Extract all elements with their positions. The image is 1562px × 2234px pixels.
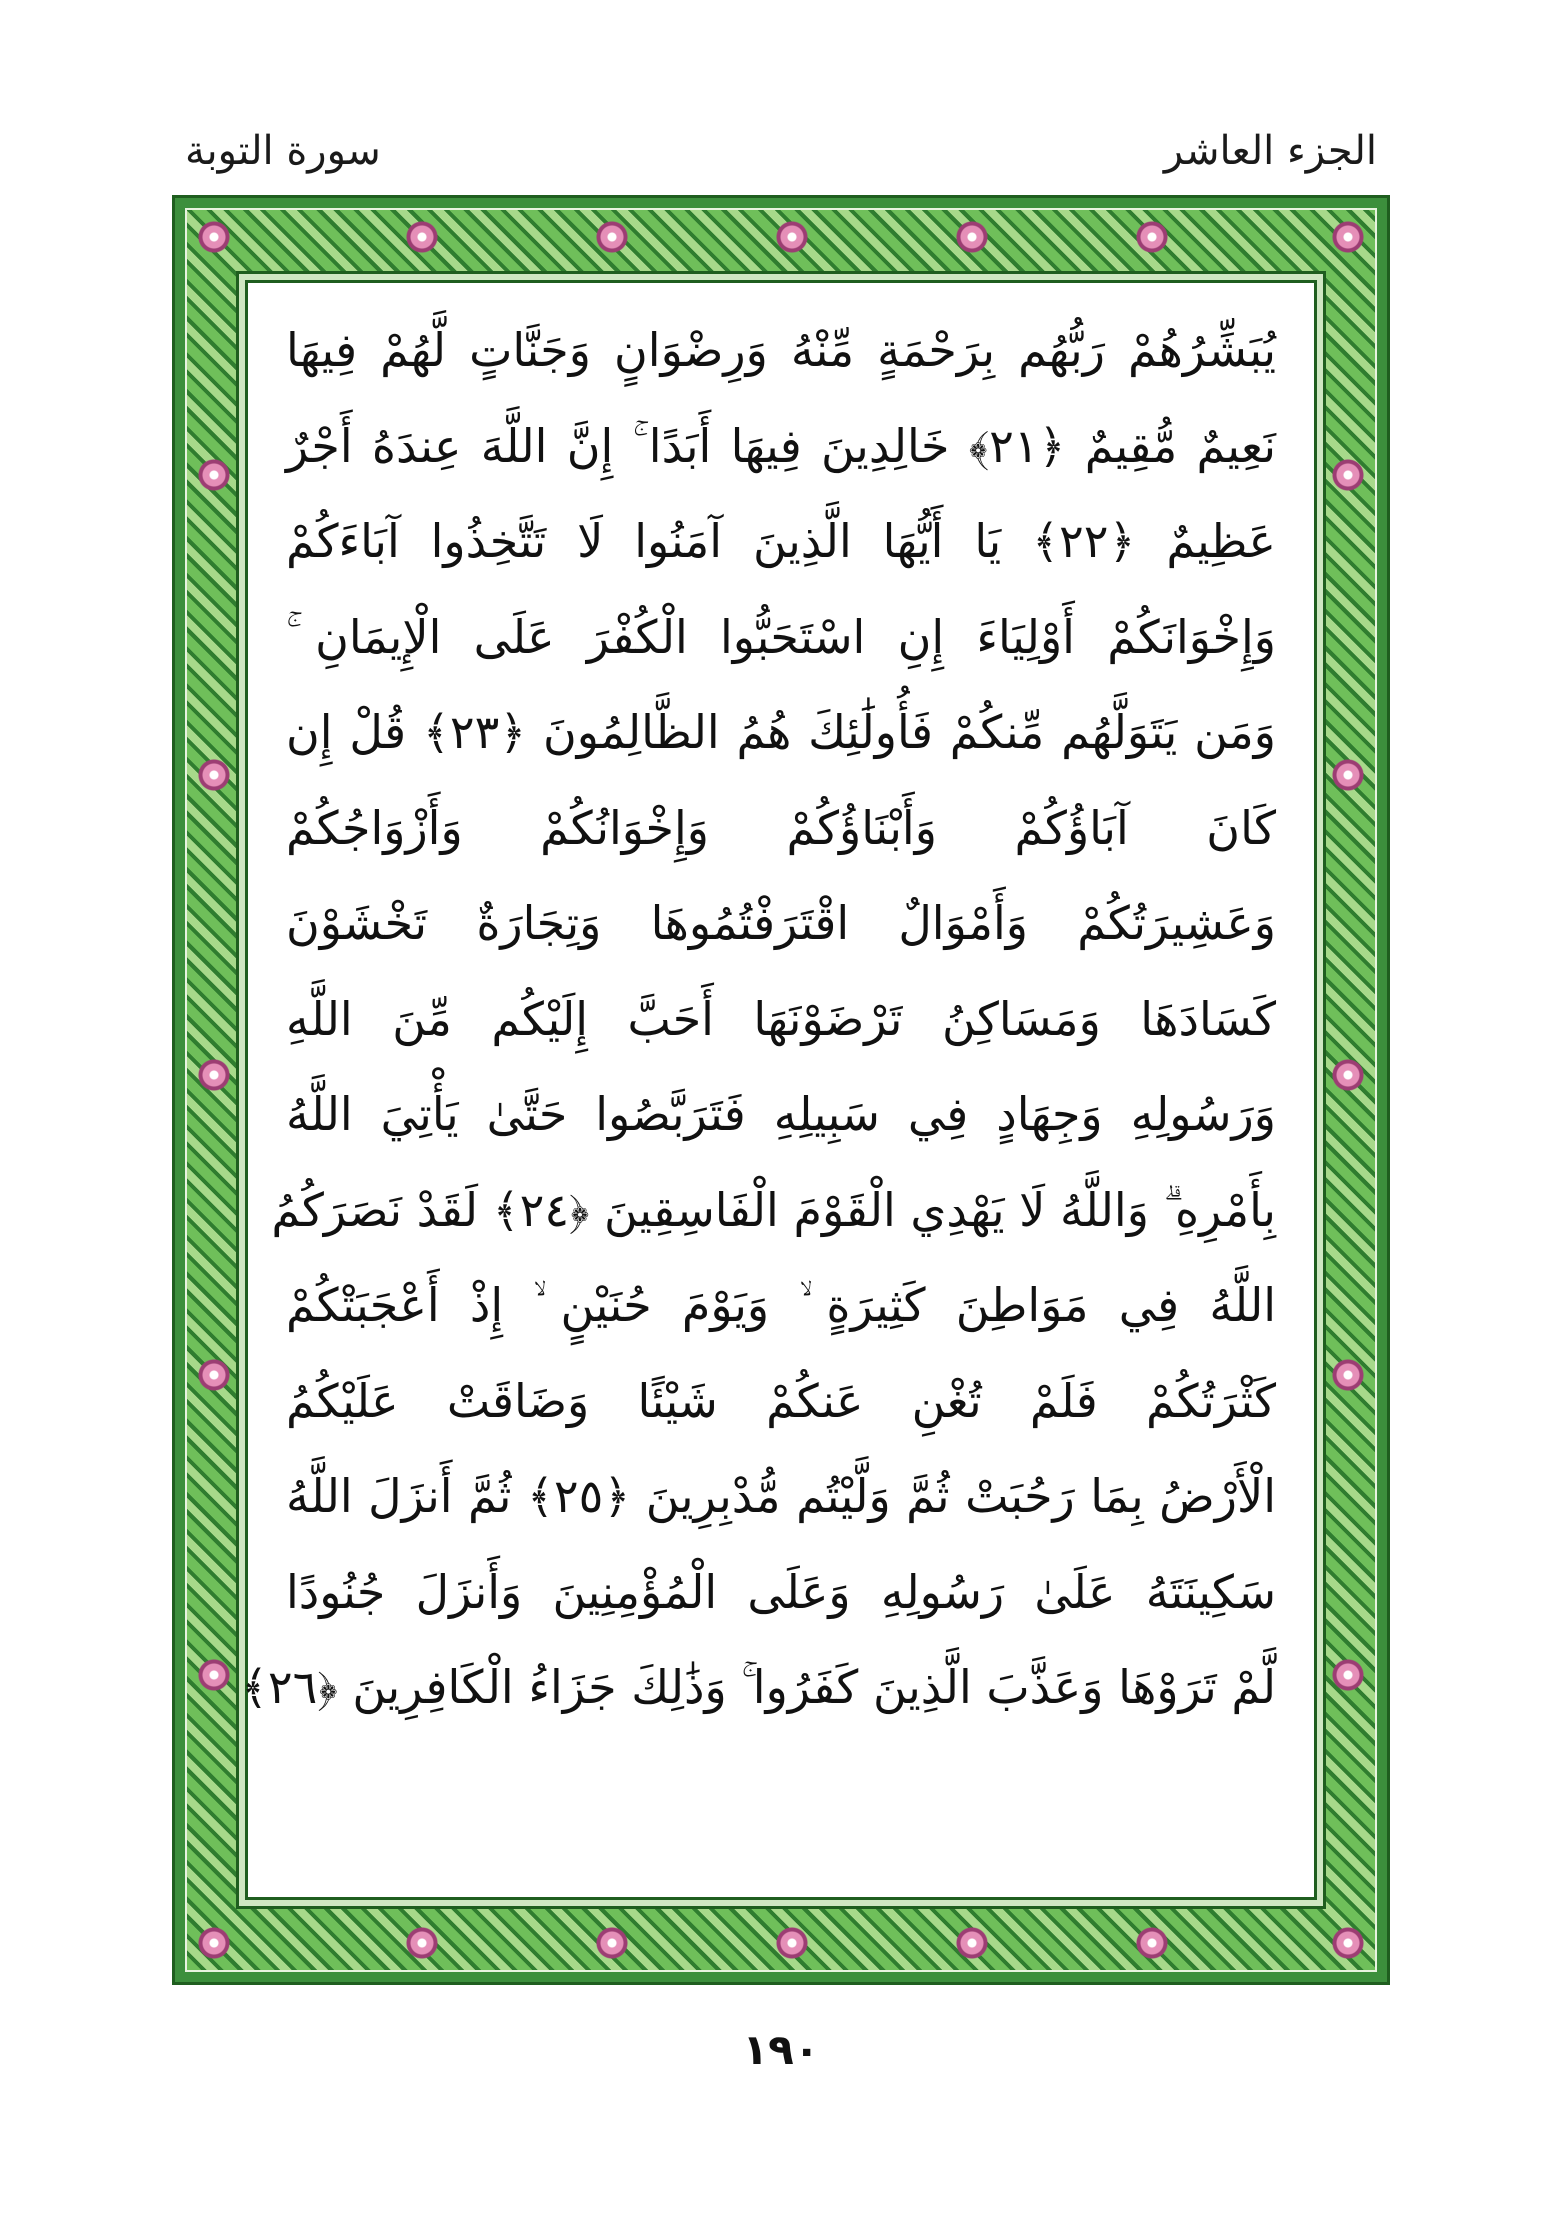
surah-name-header: سورة التوبة <box>185 128 381 174</box>
verse-line: كَثْرَتُكُمْ فَلَمْ تُغْنِ عَنكُمْ شَيْئًا وَضَاقَتْ عَلَيْكُمُ <box>286 1373 1276 1428</box>
verse-line: يُبَشِّرُهُمْ رَبُّهُم بِرَحْمَةٍ مِّنْهُ وَرِضْوَانٍ وَجَنَّاتٍ لَّهُمْ فِيهَا <box>286 323 1276 377</box>
floral-ornament-icon <box>1135 1926 1169 1960</box>
floral-ornament-icon <box>197 1658 231 1692</box>
verse-line: عَظِيمٌ ﴿٢٢﴾ يَا أَيُّهَا الَّذِينَ آمَنُوا لَا تَتَّخِذُوا آبَاءَكُمْ <box>286 514 1276 568</box>
verse-line: وَرَسُولِهِ وَجِهَادٍ فِي سَبِيلِهِ فَتَرَبَّصُوا حَتَّىٰ يَأْتِيَ اللَّهُ <box>286 1087 1276 1141</box>
verse-line: اللَّهُ فِي مَوَاطِنَ كَثِيرَةٍ ۙ وَيَوْمَ حُنَيْنٍ ۙ إِذْ أَعْجَبَتْكُمْ <box>286 1278 1276 1332</box>
juz-name-header: الجزء العاشر <box>1163 128 1377 174</box>
verse-line: سَكِينَتَهُ عَلَىٰ رَسُولِهِ وَعَلَى الْمُؤْمِنِينَ وَأَنزَلَ جُنُودًا <box>286 1564 1276 1619</box>
floral-ornament-icon <box>1331 1658 1365 1692</box>
verse-line: لَّمْ تَرَوْهَا وَعَذَّبَ الَّذِينَ كَفَرُوا ۚ وَذَٰلِكَ جَزَاءُ الْكَافِرِينَ ﴿٢٦﴾ <box>240 1660 1276 1714</box>
verse-line: وَإِخْوَانَكُمْ أَوْلِيَاءَ إِنِ اسْتَحَبُّوا الْكُفْرَ عَلَى الْإِيمَانِ ۚ <box>286 609 1276 664</box>
floral-ornament-icon <box>197 758 231 792</box>
floral-ornament-icon <box>595 1926 629 1960</box>
text-panel <box>240 280 1317 1900</box>
verse-line: وَعَشِيرَتُكُمْ وَأَمْوَالٌ اقْتَرَفْتُمُوهَا وَتِجَارَةٌ تَخْشَوْنَ <box>286 896 1276 950</box>
floral-ornament-icon <box>1331 458 1365 492</box>
floral-ornament-icon <box>197 1058 231 1092</box>
verses-block <box>240 303 1277 1877</box>
verse-line: كَانَ آبَاؤُكُمْ وَأَبْنَاؤُكُمْ وَإِخْوَانُكُمْ وَأَزْوَاجُكُمْ <box>286 800 1276 855</box>
floral-ornament-icon <box>197 1926 231 1960</box>
verse-line: الْأَرْضُ بِمَا رَحُبَتْ ثُمَّ وَلَّيْتُم مُّدْبِرِينَ ﴿٢٥﴾ ثُمَّ أَنزَلَ اللَّهُ <box>286 1469 1277 1523</box>
floral-ornament-icon <box>405 1926 439 1960</box>
decorative-border-frame <box>172 195 1390 1985</box>
verse-line: بِأَمْرِهِ ۗ وَاللَّهُ لَا يَهْدِي الْقَوْمَ الْفَاسِقِينَ ﴿٢٤﴾ لَقَدْ نَصَرَكُمُ <box>271 1182 1276 1237</box>
floral-ornament-icon <box>1331 1058 1365 1092</box>
floral-ornament-icon <box>1331 758 1365 792</box>
floral-ornament-icon <box>955 1926 989 1960</box>
verse-line: كَسَادَهَا وَمَسَاكِنُ تَرْضَوْنَهَا أَحَبَّ إِلَيْكُم مِّنَ اللَّهِ <box>286 991 1276 1046</box>
floral-ornament-icon <box>1135 220 1169 254</box>
verse-line: وَمَن يَتَوَلَّهُم مِّنكُمْ فَأُولَٰئِكَ هُمُ الظَّالِمُونَ ﴿٢٣﴾ قُلْ إِن <box>286 705 1276 759</box>
floral-ornament-icon <box>1331 1926 1365 1960</box>
verse-line: نَعِيمٌ مُّقِيمٌ ﴿٢١﴾ خَالِدِينَ فِيهَا أَبَدًا ۚ إِنَّ اللَّهَ عِندَهُ أَجْرٌ <box>286 418 1276 473</box>
floral-ornament-icon <box>1331 1358 1365 1392</box>
floral-ornament-icon <box>955 220 989 254</box>
floral-ornament-icon <box>595 220 629 254</box>
floral-ornament-icon <box>1331 220 1365 254</box>
page-number: ١٩٠ <box>742 2025 820 2074</box>
floral-ornament-icon <box>197 1358 231 1392</box>
floral-ornament-icon <box>775 1926 809 1960</box>
floral-ornament-icon <box>197 220 231 254</box>
floral-ornament-icon <box>405 220 439 254</box>
floral-ornament-icon <box>197 458 231 492</box>
floral-ornament-icon <box>775 220 809 254</box>
